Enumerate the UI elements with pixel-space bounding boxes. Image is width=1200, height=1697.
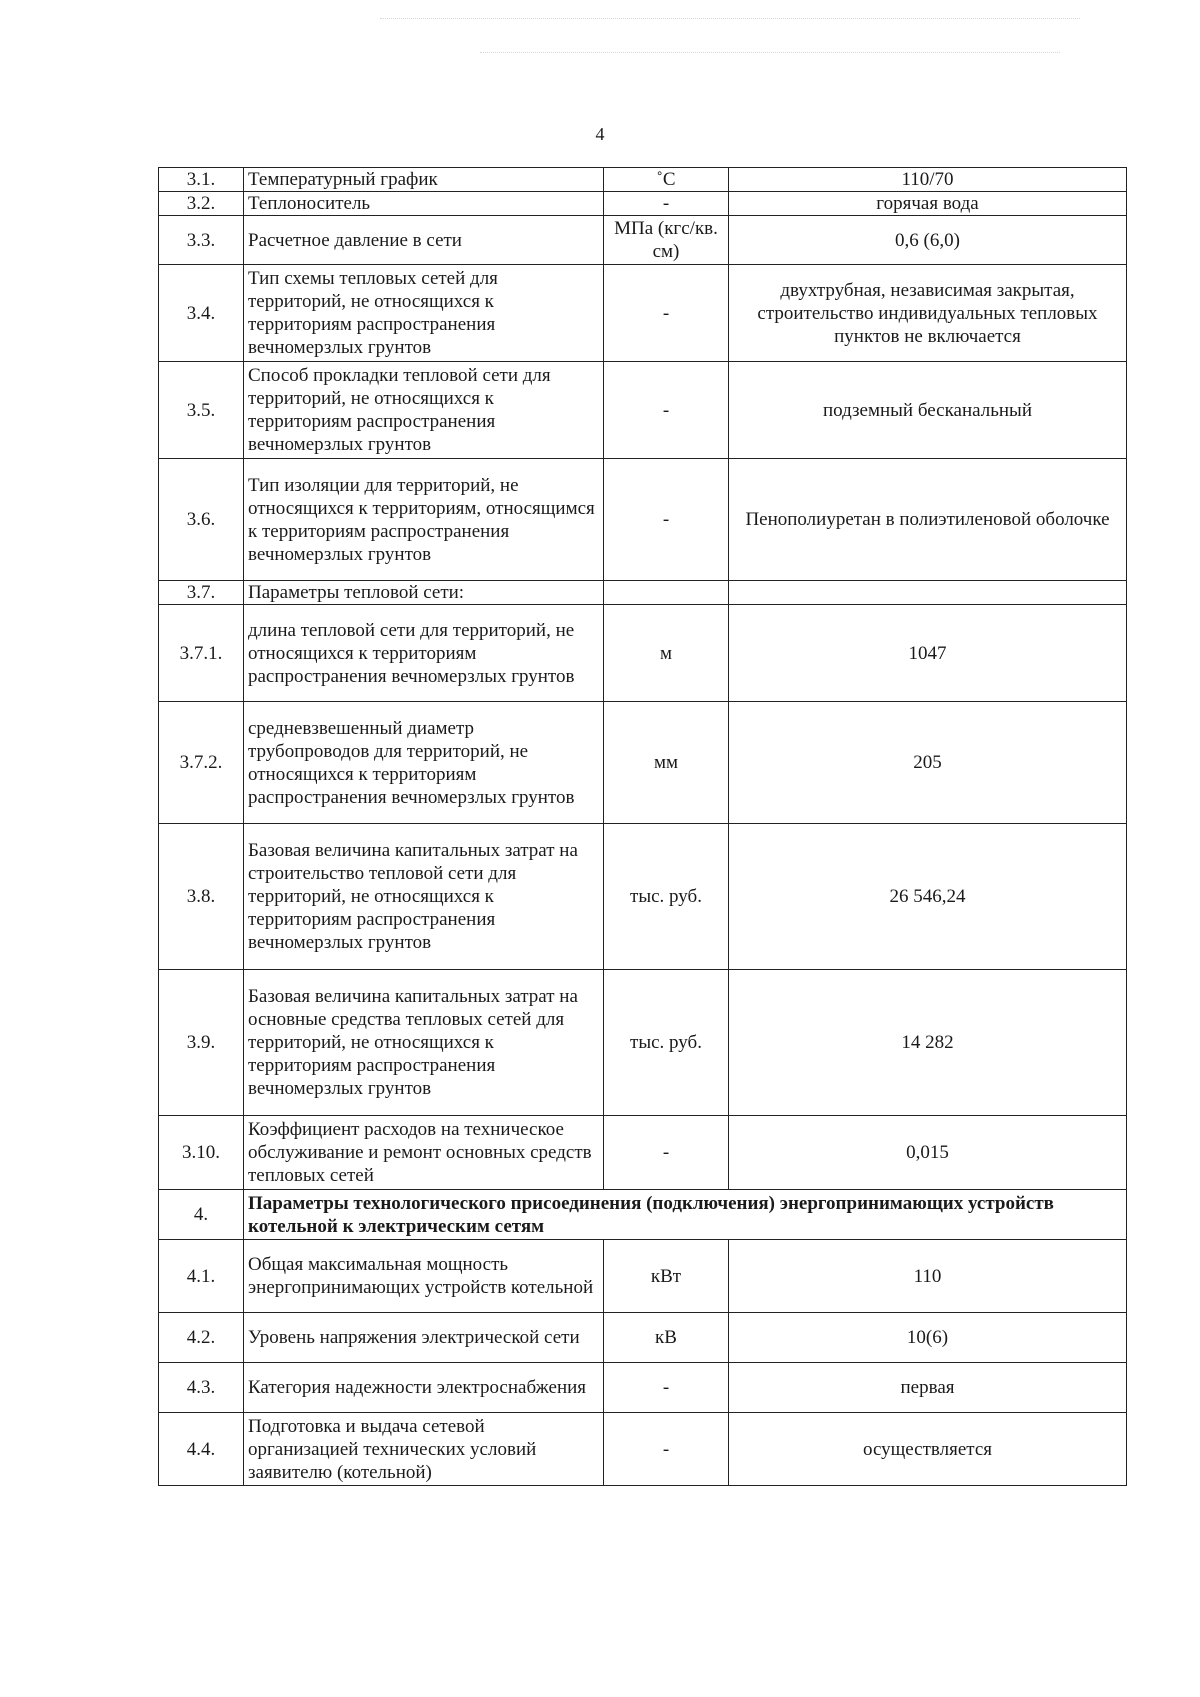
parameter-name: Тип изоляции для территорий, не относящихся к территориям, относящимся к территориям распространения вечномерзлых грунтов bbox=[244, 459, 604, 581]
parameter-name: Теплоноситель bbox=[244, 192, 604, 216]
row-number: 3.1. bbox=[159, 168, 244, 192]
parameter-value: подземный бесканальный bbox=[729, 362, 1127, 459]
row-number: 4.2. bbox=[159, 1313, 244, 1363]
parameter-value: 205 bbox=[729, 702, 1127, 824]
parameter-value: горячая вода bbox=[729, 192, 1127, 216]
row-number: 3.7.1. bbox=[159, 605, 244, 702]
table-row bbox=[159, 970, 1127, 1116]
parameter-unit: - bbox=[604, 192, 729, 216]
parameter-name: Базовая величина капитальных затрат на основные средства тепловых сетей для территорий, не относящихся к территориям распространения вечномерзлых грунтов bbox=[244, 970, 604, 1116]
table-row bbox=[159, 605, 1127, 702]
row-number: 3.6. bbox=[159, 459, 244, 581]
table-row bbox=[159, 168, 1127, 192]
parameters-table bbox=[158, 167, 1127, 1486]
parameter-unit bbox=[604, 581, 729, 605]
parameter-value: 26 546,24 bbox=[729, 824, 1127, 970]
row-number: 4. bbox=[159, 1190, 244, 1240]
row-number: 3.2. bbox=[159, 192, 244, 216]
row-number: 3.3. bbox=[159, 216, 244, 265]
parameter-name: Способ прокладки тепловой сети для территорий, не относящихся к территориям распространения вечномерзлых грунтов bbox=[244, 362, 604, 459]
parameter-value: 1047 bbox=[729, 605, 1127, 702]
parameter-name: Расчетное давление в сети bbox=[244, 216, 604, 265]
section-title: Параметры технологического присоединения (подключения) энергопринимающих устройств котельной к электрическим сетям bbox=[244, 1190, 1127, 1240]
parameter-value: двухтрубная, независимая закрытая, строительство индивидуальных тепловых пунктов не включается bbox=[729, 265, 1127, 362]
table-row bbox=[159, 1240, 1127, 1313]
parameter-value: первая bbox=[729, 1363, 1127, 1413]
parameter-name: Общая максимальная мощность энергопринимающих устройств котельной bbox=[244, 1240, 604, 1313]
table-row bbox=[159, 1363, 1127, 1413]
parameter-name: средневзвешенный диаметр трубопроводов для территорий, не относящихся к территориям распространения вечномерзлых грунтов bbox=[244, 702, 604, 824]
row-number: 4.3. bbox=[159, 1363, 244, 1413]
parameter-name: Категория надежности электроснабжения bbox=[244, 1363, 604, 1413]
table-row bbox=[159, 1413, 1127, 1486]
parameter-value: Пенополиуретан в полиэтиленовой оболочке bbox=[729, 459, 1127, 581]
page-number: 4 bbox=[595, 124, 605, 144]
table-row bbox=[159, 1190, 1127, 1240]
parameter-unit: кВ bbox=[604, 1313, 729, 1363]
parameter-unit: ˚С bbox=[604, 168, 729, 192]
row-number: 3.5. bbox=[159, 362, 244, 459]
parameter-value: 14 282 bbox=[729, 970, 1127, 1116]
row-number: 4.1. bbox=[159, 1240, 244, 1313]
parameter-unit: тыс. руб. bbox=[604, 970, 729, 1116]
parameter-unit: м bbox=[604, 605, 729, 702]
row-number: 3.8. bbox=[159, 824, 244, 970]
parameter-name: Уровень напряжения электрической сети bbox=[244, 1313, 604, 1363]
table-row bbox=[159, 702, 1127, 824]
parameter-name: длина тепловой сети для территорий, не относящихся к территориям распространения вечномерзлых грунтов bbox=[244, 605, 604, 702]
parameter-value: 0,015 bbox=[729, 1116, 1127, 1190]
scan-artifact-line bbox=[380, 18, 1080, 21]
table-row bbox=[159, 1313, 1127, 1363]
parameter-value: 110 bbox=[729, 1240, 1127, 1313]
parameter-name: Тип схемы тепловых сетей для территорий, не относящихся к территориям распространения вечномерзлых грунтов bbox=[244, 265, 604, 362]
scan-artifact-line bbox=[480, 52, 1060, 55]
parameter-name: Коэффициент расходов на техническое обслуживание и ремонт основных средств тепловых сетей bbox=[244, 1116, 604, 1190]
parameter-unit: кВт bbox=[604, 1240, 729, 1313]
table-row bbox=[159, 824, 1127, 970]
row-number: 3.9. bbox=[159, 970, 244, 1116]
parameter-unit: МПа (кгс/кв. см) bbox=[604, 216, 729, 265]
table-row bbox=[159, 459, 1127, 581]
parameter-unit: тыс. руб. bbox=[604, 824, 729, 970]
row-number: 3.10. bbox=[159, 1116, 244, 1190]
parameter-unit: - bbox=[604, 362, 729, 459]
table-row bbox=[159, 1116, 1127, 1190]
parameter-name: Базовая величина капитальных затрат на строительство тепловой сети для территорий, не относящихся к территориям распространения вечномерзлых грунтов bbox=[244, 824, 604, 970]
parameter-value: осуществляется bbox=[729, 1413, 1127, 1486]
parameter-value: 10(6) bbox=[729, 1313, 1127, 1363]
parameter-unit: - bbox=[604, 1363, 729, 1413]
parameter-name: Параметры тепловой сети: bbox=[244, 581, 604, 605]
table-row bbox=[159, 581, 1127, 605]
parameter-unit: - bbox=[604, 1116, 729, 1190]
table-row bbox=[159, 216, 1127, 265]
parameters-table-body bbox=[159, 168, 1127, 1486]
table-row bbox=[159, 362, 1127, 459]
parameter-name: Подготовка и выдача сетевой организацией технических условий заявителю (котельной) bbox=[244, 1413, 604, 1486]
parameter-unit: - bbox=[604, 265, 729, 362]
row-number: 3.7. bbox=[159, 581, 244, 605]
row-number: 3.7.2. bbox=[159, 702, 244, 824]
parameter-value bbox=[729, 581, 1127, 605]
parameter-unit: - bbox=[604, 459, 729, 581]
table-row bbox=[159, 265, 1127, 362]
row-number: 4.4. bbox=[159, 1413, 244, 1486]
row-number: 3.4. bbox=[159, 265, 244, 362]
parameter-unit: мм bbox=[604, 702, 729, 824]
table-row bbox=[159, 192, 1127, 216]
parameter-value: 0,6 (6,0) bbox=[729, 216, 1127, 265]
parameter-value: 110/70 bbox=[729, 168, 1127, 192]
parameter-unit: - bbox=[604, 1413, 729, 1486]
parameter-name: Температурный график bbox=[244, 168, 604, 192]
